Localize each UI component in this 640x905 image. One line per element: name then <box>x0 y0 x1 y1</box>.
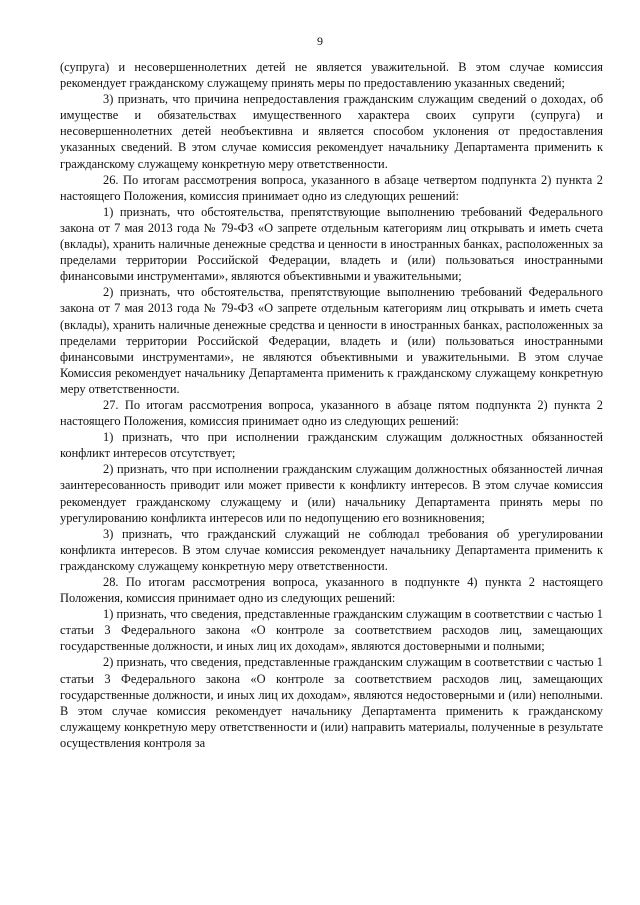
paragraph-clause-28: 28. По итогам рассмотрения вопроса, указанного в подпункте 4) пункта 2 настоящего Положения, комиссия принимает одно из следующих решений: <box>60 575 603 606</box>
document-body <box>60 59 603 751</box>
paragraph-clause-28-item-2: 2) признать, что сведения, представленные гражданским служащим в соответствии с частью 1 статьи 3 Федерального закона «О контроле за соответствием расходов лиц, замещающих государственные должности, и иных лиц их доходам», являются недостоверными и (или) неполными. В этом случае комиссия рекомендует начальнику Департамента применить к гражданскому служащему конкретную меру ответственности и (или) направить материалы, полученные в результате осуществления контроля за <box>60 655 603 750</box>
paragraph-clause-26-item-1: 1) признать, что обстоятельства, препятствующие выполнению требований Федерального закона от 7 мая 2013 года № 79-ФЗ «О запрете отдельным категориям лиц открывать и иметь счета (вклады), хранить наличные денежные средства и ценности в иностранных банках, расположенных за пределами территории Российской Федерации, владеть и (или) пользоваться иностранными финансовыми инструментами», являются объективными и уважительными; <box>60 204 603 284</box>
paragraph-clause-27-item-1: 1) признать, что при исполнении гражданским служащим должностных обязанностей конфликт интересов отсутствует; <box>60 430 603 461</box>
paragraph-clause-26-item-2: 2) признать, что обстоятельства, препятствующие выполнению требований Федерального закона от 7 мая 2013 года № 79-ФЗ «О запрете отдельным категориям лиц открывать и иметь счета (вклады), хранить наличные денежные средства и ценности в иностранных банках, расположенных за пределами территории Российской Федерации, владеть и (или) пользоваться иностранными финансовыми инструментами», не являются объективными и уважительными. В этом случае Комиссия рекомендует начальнику Департамента применить к гражданскому служащему конкретную меру ответственности. <box>60 285 603 396</box>
paragraph-clause-27-item-2: 2) признать, что при исполнении гражданским служащим должностных обязанностей личная заинтересованность приводит или может привести к конфликту интересов. В этом случае комиссия рекомендует гражданскому служащему и (или) начальнику Департамента принять меры по урегулированию конфликта интересов или по недопущению его возникновения; <box>60 462 603 525</box>
page-number: 9 <box>317 34 323 48</box>
paragraph-clause-27: 27. По итогам рассмотрения вопроса, указанного в абзаце пятом подпункта 2) пункта 2 настоящего Положения, комиссия принимает одно из следующих решений: <box>60 397 603 429</box>
paragraph-clause-28-item-1: 1) признать, что сведения, представленные гражданским служащим в соответствии с частью 1 статьи 3 Федерального закона «О контроле за соответствием расходов лиц, замещающих государственные должности, и иных лиц их доходам», являются достоверными и полными; <box>60 607 603 654</box>
paragraph-clause-27-item-3: 3) признать, что гражданский служащий не соблюдал требования об урегулировании конфликта интересов. В этом случае комиссия рекомендует начальнику Департамента применить к гражданскому служащему конкретную меру ответственности. <box>60 526 603 573</box>
paragraph-continuation: (супруга) и несовершеннолетних детей не является уважительной. В этом случае комиссия рекомендует гражданскому служащему принять меры по предоставлению указанных сведений; <box>60 60 603 91</box>
paragraph-clause-26: 26. По итогам рассмотрения вопроса, указанного в абзаце четвертом подпункта 2) пункта 2 настоящего Положения, комиссия принимает одно из следующих решений: <box>60 172 603 203</box>
paragraph-item-3: 3) признать, что причина непредоставления гражданским служащим сведений о доходах, об имуществе и обязательствах имущественного характера своих супруги (супруга) и несовершеннолетних детей необъективна и является способом уклонения от предоставления указанных сведений. В этом случае комиссия рекомендует начальнику Департамента применить к гражданскому служащему конкретную меру ответственности. <box>60 92 603 171</box>
